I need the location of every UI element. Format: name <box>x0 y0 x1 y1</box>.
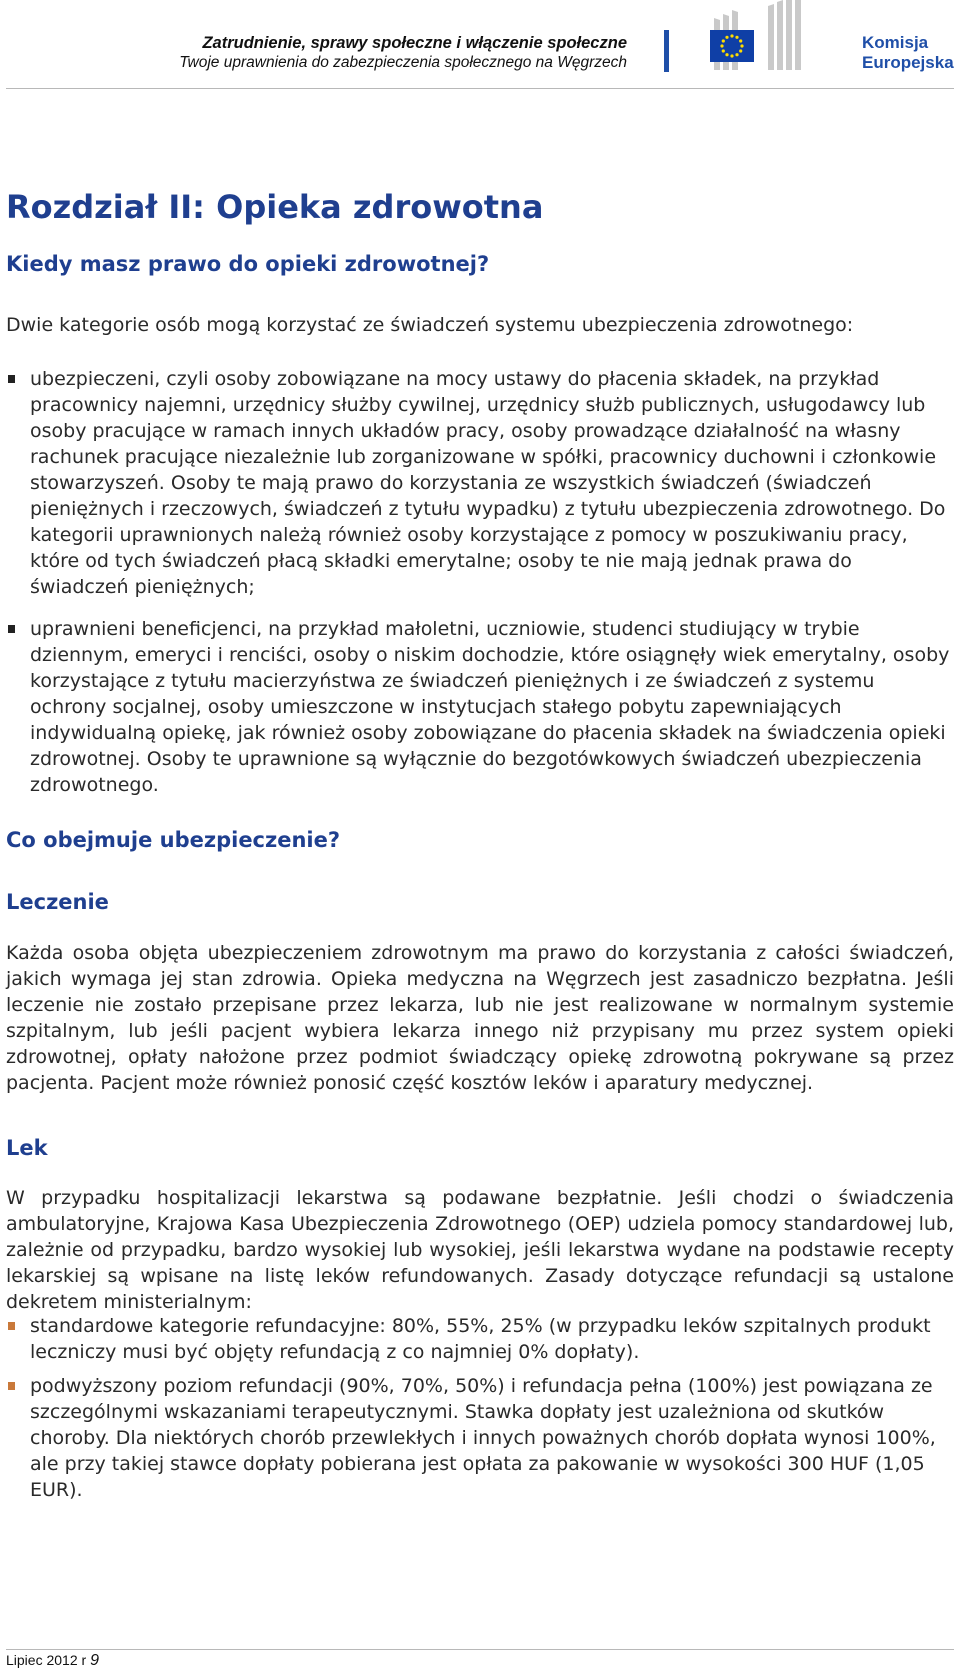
bullet-icon <box>8 1382 15 1390</box>
page-header <box>0 0 960 90</box>
medicine-text: W przypadku hospitalizacji lekarstwa są podawane bezpłatnie. Jeśli chodzi o świadczenia ambulatoryjne, Krajowa Kasa Ubezpieczenia Zdrowotnego (OEP) udziela pomocy standardowej lub, zależnie od przypadku, bardzo wysokiej lub wysokiej, jeśli lekarstwa wydane na podstawie recepty lekarskiej są wpisane na listę leków refundowanych. Zasady dotyczące refundacji są ustalone dekretem ministerialnym: <box>6 1187 954 1313</box>
list-item-text: standardowe kategorie refundacyjne: 80%, 55%, 25% (w przypadku leków szpitalnych produkt leczniczy musi być objęty refundacją z co najmniej 0% dopłaty). <box>30 1315 931 1363</box>
logo-line1: Komisja <box>862 33 929 52</box>
bullet-icon <box>8 375 15 383</box>
page-number: 9 <box>90 1652 99 1669</box>
logo-line2: Europejska <box>862 53 954 72</box>
list-item <box>6 1373 954 1503</box>
header-title: Zatrudnienie, sprawy społeczne i włączenie społeczne <box>202 34 627 52</box>
header-subtitle: Twoje uprawnienia do zabezpieczenia społecznego na Węgrzech <box>179 54 627 71</box>
subsection-heading-treatment: Leczenie <box>6 890 109 914</box>
eu-logo <box>706 0 804 74</box>
eu-flag-icon <box>706 0 804 74</box>
list-item <box>6 366 954 600</box>
header-rule <box>6 88 954 89</box>
footer-date: Lipiec 2012 r <box>6 1652 87 1668</box>
page-footer <box>6 1652 99 1670</box>
header-text <box>179 34 627 72</box>
bullet-icon <box>8 625 15 633</box>
chapter-title: Rozdział II: Opieka zdrowotna <box>6 188 544 226</box>
list-item <box>6 1313 954 1365</box>
treatment-text: Każda osoba objęta ubezpieczeniem zdrowotnym ma prawo do korzystania z całości świadczeń, jakich wymaga jej stan zdrowia. Opieka medyczna na Węgrzech jest zasadniczo bezpłatna. Jeśli leczenie nie zostało przepisane przez lekarza, lub nie jest realizowane w normalnym systemie szpitalnym, lub jeśli pacjent wybiera lekarza innego niż przypisany mu przez system opieki zdrowotnej, opłaty nałożone przez podmiot świadczący opiekę zdrowotną pokrywane są przez pacjenta. Pacjent może również ponosić część kosztów leków i aparatury medycznej. <box>6 942 954 1094</box>
footer-rule <box>6 1649 954 1650</box>
subsection-heading-medicine: Lek <box>6 1136 48 1160</box>
section1-list <box>6 366 954 798</box>
list-item-text: ubezpieczeni, czyli osoby zobowiązane na mocy ustawy do płacenia składek, na przykład pracownicy najemni, urzędnicy służby cywilnej, urzędnicy służb publicznych, usługodawcy lub osoby pracujące w ramach innych układów pracy, osoby prowadzące działalność na własny rachunek pracujące niezależnie lub zorganizowane w spółki, pracownicy duchowni i członkowie stowarzyszeń. Osoby te mają prawo do korzystania ze wszystkich świadczeń (świadczeń pieniężnych i rzeczowych, świadczeń z tytułu wypadku) z tytułu ubezpieczenia zdrowotnego. Do kategorii uprawnionych należą również osoby korzystające z pomocy w poszukiwaniu pracy, które od tych świadczeń płacą składki emerytalne; osoby te nie mają jednak prawa do świadczeń pieniężnych; <box>30 368 946 598</box>
section-heading-coverage: Co obejmuje ubezpieczenie? <box>6 828 341 852</box>
section-heading-eligibility: Kiedy masz prawo do opieki zdrowotnej? <box>6 252 490 276</box>
list-item-text: uprawnieni beneficjenci, na przykład małoletni, uczniowie, studenci studiujący w trybie dziennym, emeryci i renciści, osoby o niskim dochodzie, które osiągnęły wiek emerytalny, osoby korzystające z tytułu macierzyństwa ze świadczeń pieniężnych i ze świadczeń z systemu ochrony socjalnej, osoby umieszczone w instytucjach stałego pobytu zapewniających indywidualną opiekę, jak również osoby zobowiązane do płacenia składek na świadczenia opieki zdrowotnej. Osoby te uprawnione są wyłącznie do bezgotówkowych świadczeń ubezpieczenia zdrowotnego. <box>30 618 950 796</box>
section1-intro: Dwie kategorie osób mogą korzystać ze świadczeń systemu ubezpieczenia zdrowotnego: <box>6 314 854 336</box>
list-item-text: podwyższony poziom refundacji (90%, 70%, 50%) i refundacja pełna (100%) jest powiązana ze szczególnymi wskazaniami terapeutycznymi. Stawka dopłaty jest uzależniona od skutków choroby. Dla niektórych chorób przewlekłych i innych poważnych chorób dopłata wynosi 100%, ale przy takiej stawce dopłaty pobierana jest opłata za pakowanie w wysokości 300 HUF (1,05 EUR). <box>30 1375 936 1501</box>
header-divider <box>664 30 669 72</box>
bullet-icon <box>8 1322 15 1330</box>
list-item <box>6 616 954 798</box>
eu-logo-text <box>862 33 954 73</box>
refund-list <box>6 1313 954 1503</box>
